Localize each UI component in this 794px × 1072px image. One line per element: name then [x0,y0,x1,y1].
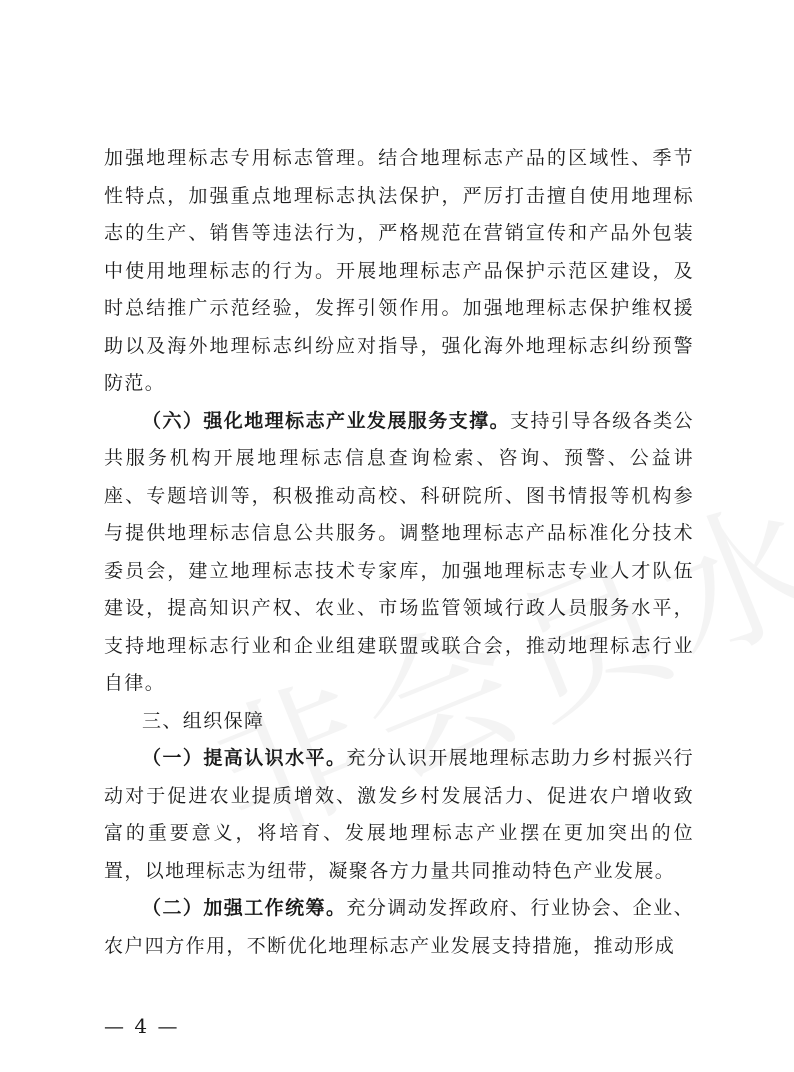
paragraph-lead: （二）加强工作统筹。 [142,897,347,919]
body-content [104,140,694,965]
paragraph-continuation [104,140,694,403]
paragraph-two [104,890,694,965]
paragraph-text: 加强地理标志专用标志管理。结合地理标志产品的区域性、季节性特点，加强重点地理标志执法保护，严厉打击擅自使用地理标志的生产、销售等违法行为，严格规范在营销宣传和产品外包装中使用地理标志的行为。开展地理标志产品保护示范区建设，及时总结推广示范经验，发挥引领作用。加强地理标志保护维权援助以及海外地理标志纠纷应对指导，强化海外地理标志纠纷预警防范。 [104,147,694,394]
paragraph-six [104,403,694,703]
page-number: — 4 — [104,1014,180,1038]
paragraph-text: 支持引导各级各类公共服务机构开展地理标志信息查询检索、咨询、预警、公益讲座、专题培训等，积极推动高校、科研院所、图书情报等机构参与提供地理标志信息公共服务。调整地理标志产品标准化分技术委员会，建立地理标志技术专家库，加强地理标志专业人才队伍建设，提高知识产权、农业、市场监管领域行政人员服务水平，支持地理标志行业和企业组建联盟或联合会，推动地理标志行业自律。 [104,409,694,694]
paragraph-text: 充分认识开展地理标志助力乡村振兴行动对于促进农业提质增效、激发乡村发展活力、促进农户增收致富的重要意义，将培育、发展地理标志产业摆在更加突出的位置，以地理标志为纽带，凝聚各方力量共同推动特色产业发展。 [104,747,694,882]
paragraph-lead: （一）提高认识水平。 [142,747,347,769]
section-heading: 三、组织保障 [142,709,265,732]
paragraph-text: 充分调动发挥政府、行业协会、企业、农户四方作用，不断优化地理标志产业发展支持措施，推动形成 [104,897,694,957]
paragraph-one [104,740,694,890]
paragraph-lead: （六）强化地理标志产业发展服务支撑。 [142,409,511,432]
